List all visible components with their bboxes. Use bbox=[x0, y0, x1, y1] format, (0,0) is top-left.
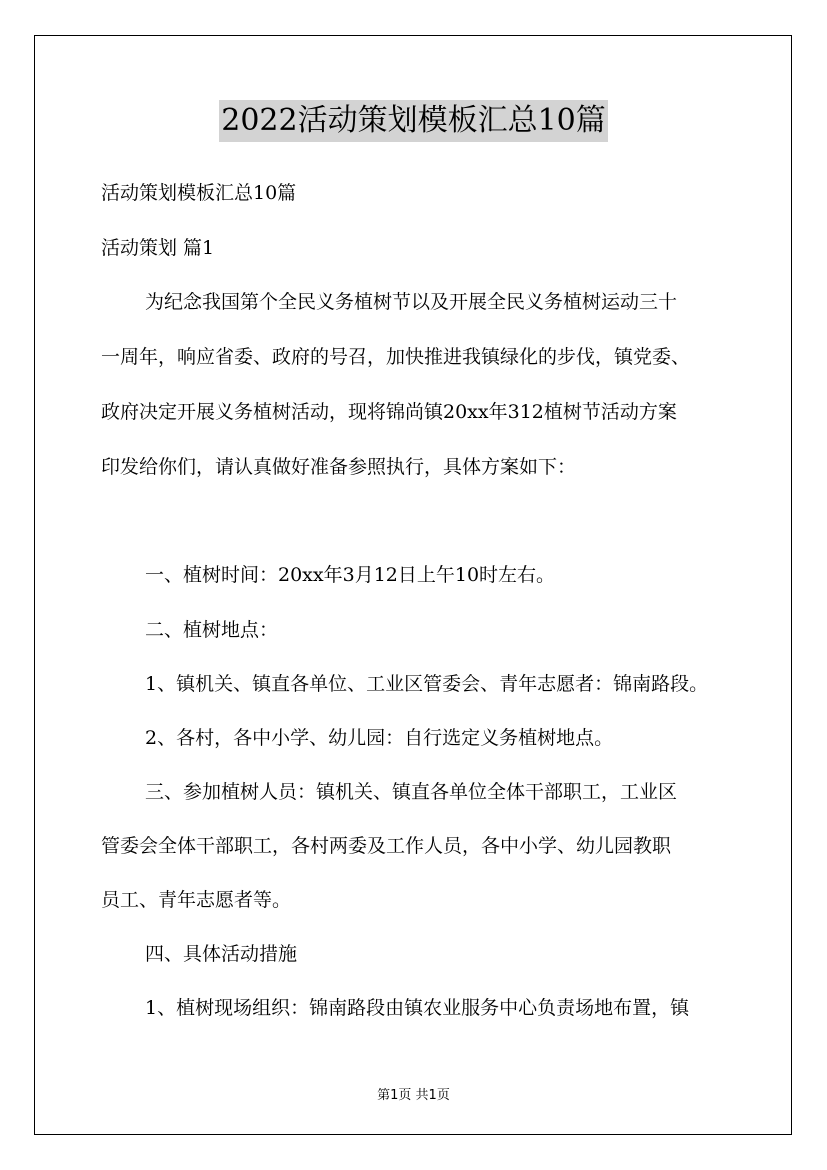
list-item: 二、植树地点： bbox=[145, 619, 279, 641]
paragraph-line: 一周年，响应省委、政府的号召，加快推进我镇绿化的步伐，镇党委、 bbox=[101, 346, 691, 368]
list-item: 四、具体活动措施 bbox=[145, 943, 298, 965]
paragraph-line: 1、植树现场组织：锦南路段由镇农业服务中心负责场地布置，镇 bbox=[145, 997, 690, 1019]
doc-subtitle: 活动策划模板汇总10篇 bbox=[101, 182, 297, 204]
paragraph-line: 三、参加植树人员：镇机关、镇直各单位全体干部职工，工业区 bbox=[145, 781, 678, 803]
page-footer: 第1页 共1页 bbox=[377, 1088, 450, 1103]
paragraph-line: 员工、青年志愿者等。 bbox=[101, 889, 292, 911]
document-title: 2022活动策划模板汇总10篇 bbox=[219, 100, 608, 142]
list-item: 2、各村，各中小学、幼儿园：自行选定义务植树地点。 bbox=[145, 727, 614, 749]
paragraph-line: 为纪念我国第个全民义务植树节以及开展全民义务植树运动三十 bbox=[145, 291, 678, 313]
document-title-wrap bbox=[0, 100, 827, 142]
section-heading: 活动策划 篇1 bbox=[101, 237, 215, 259]
list-item: 一、植树时间：20xx年3月12日上午10时左右。 bbox=[145, 564, 556, 586]
paragraph-line: 政府决定开展义务植树活动，现将锦尚镇20xx年312植树节活动方案 bbox=[101, 401, 677, 423]
paragraph-line: 管委会全体干部职工，各村两委及工作人员，各中小学、幼儿园教职 bbox=[101, 835, 672, 857]
list-item: 1、镇机关、镇直各单位、工业区管委会、青年志愿者：锦南路段。 bbox=[145, 673, 709, 695]
paragraph-line: 印发给你们，请认真做好准备参照执行，具体方案如下： bbox=[101, 456, 577, 478]
